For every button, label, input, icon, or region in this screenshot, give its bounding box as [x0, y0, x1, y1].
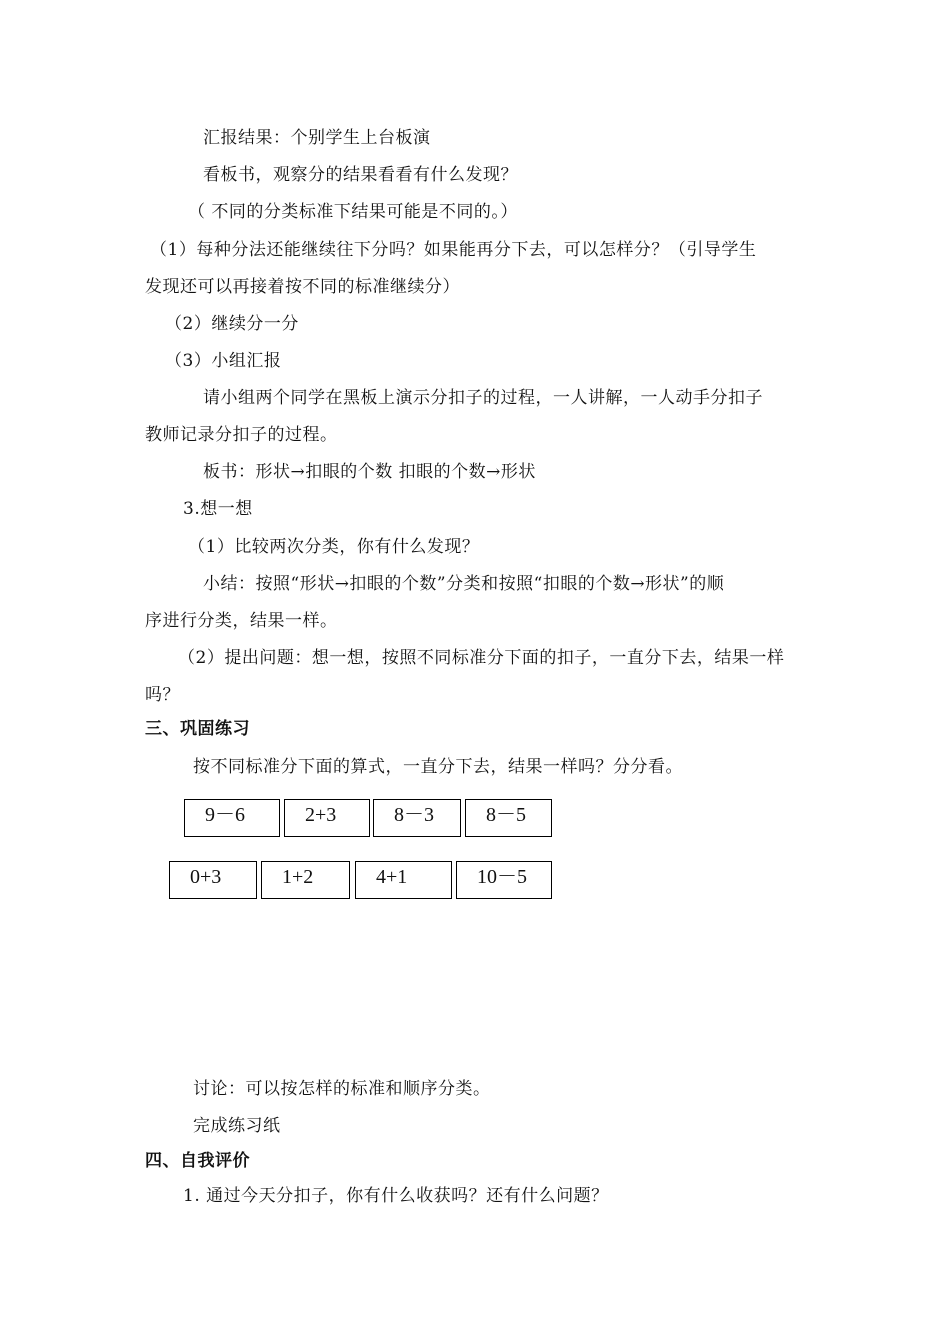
- text-line: 完成练习纸: [193, 1116, 281, 1136]
- expression-box: 8－3: [373, 799, 461, 837]
- text-line: 看板书，观察分的结果看看有什么发现？: [203, 165, 518, 185]
- expression-box: 2+3: [284, 799, 370, 837]
- text-line: （ 不同的分类标准下结果可能是不同的。）: [188, 202, 518, 222]
- section-heading-think: 3.想一想: [183, 499, 253, 519]
- text-line: 序进行分类，结果一样。: [145, 611, 338, 631]
- text-line: （2）提出问题：想一想，按照不同标准分下面的扣子，一直分下去，结果一样: [178, 648, 785, 668]
- text-line: 吗？: [145, 685, 180, 705]
- discussion-line: 讨论：可以按怎样的标准和顺序分类。: [193, 1079, 491, 1099]
- text-line: 教师记录分扣子的过程。: [145, 425, 338, 445]
- expression-box: 4+1: [355, 861, 452, 899]
- text-line: （1）比较两次分类，你有什么发现？: [188, 537, 480, 557]
- section-heading-self-evaluation: 四、自我评价: [145, 1151, 250, 1171]
- text-line: 请小组两个同学在黑板上演示分扣子的过程，一人讲解，一人动手分扣子: [203, 388, 763, 408]
- text-line: 汇报结果：个别学生上台板演: [203, 128, 431, 148]
- text-line: 1. 通过今天分扣子，你有什么收获吗？还有什么问题？: [183, 1186, 609, 1206]
- expression-box: 0+3: [169, 861, 257, 899]
- board-writing-line: 板书：形状→扣眼的个数 扣眼的个数→形状: [203, 462, 536, 482]
- summary-line: 小结：按照“形状→扣眼的个数”分类和按照“扣眼的个数→形状”的顺: [203, 574, 725, 594]
- text-line: （3）小组汇报: [165, 351, 282, 371]
- expression-box: 8－5: [465, 799, 552, 837]
- expression-box: 1+2: [261, 861, 350, 899]
- expression-box: 9－6: [184, 799, 280, 837]
- text-line: （2）继续分一分: [165, 314, 299, 334]
- text-line: 按不同标准分下面的算式，一直分下去，结果一样吗？分分看。: [193, 757, 683, 777]
- expression-box: 10－5: [456, 861, 552, 899]
- text-line: 发现还可以再接着按不同的标准继续分）: [145, 277, 460, 297]
- text-line: （1）每种分法还能继续往下分吗？如果能再分下去，可以怎样分？（引导学生: [150, 240, 757, 260]
- section-heading-consolidation: 三、巩固练习: [145, 719, 250, 739]
